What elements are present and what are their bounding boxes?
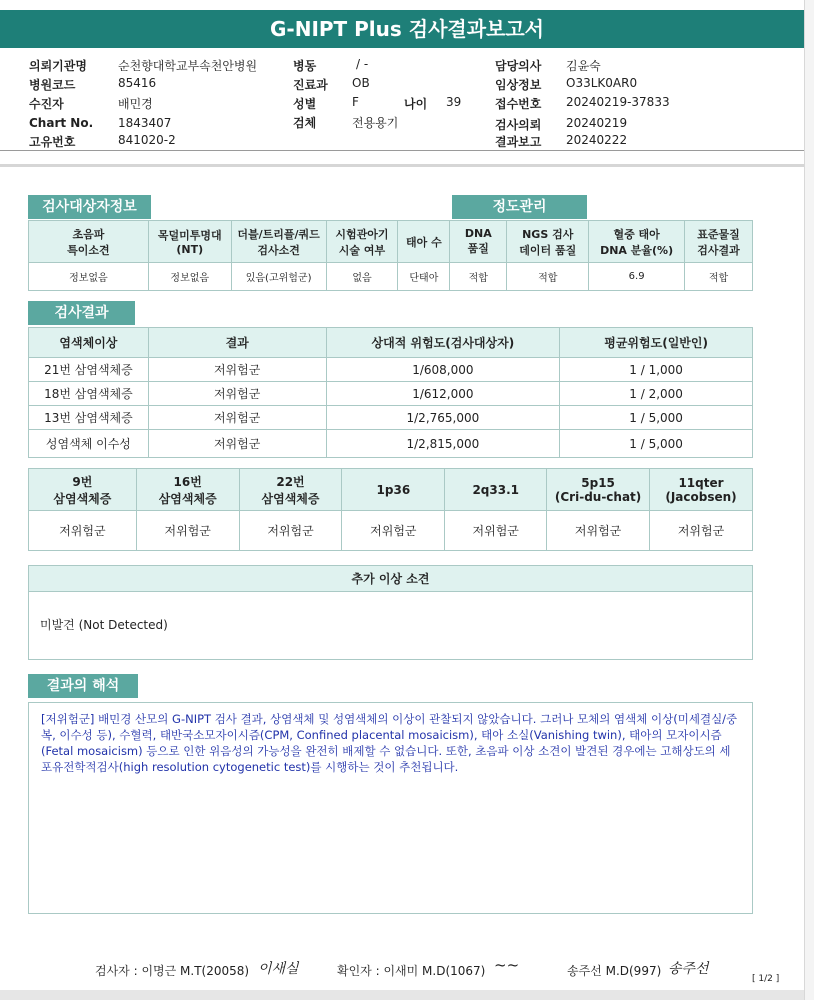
chart-no-label: Chart No. (29, 116, 94, 130)
header-cell: 16번 삼염색체증 (136, 469, 239, 511)
subject-info-header-row (29, 221, 753, 263)
table-cell: 1/612,000 (326, 382, 560, 406)
extended-value-row (29, 511, 753, 551)
header-cell: 9번 삼염색체증 (29, 469, 137, 511)
institution-label: 의뢰기관명 (29, 59, 87, 73)
subject-info-value-row (29, 263, 753, 291)
results-header-row (29, 328, 753, 358)
header-cell: 1p36 (342, 469, 445, 511)
table-cell: 1 / 1,000 (560, 358, 753, 382)
header-cell: 목덜미투명대 (NT) (148, 221, 231, 263)
divider (0, 164, 814, 167)
results-tab: 검사결과 (28, 301, 135, 325)
header-cell: 상대적 위험도(검사대상자) (326, 328, 560, 358)
result-report-label: 결과보고 (495, 135, 542, 149)
table-cell: 없음 (326, 263, 398, 291)
hospital-code-value: 85416 (118, 76, 157, 90)
header-cell: 더블/트리플/쿼드 검사소견 (231, 221, 326, 263)
bottom-bar (0, 990, 814, 1000)
table-cell: 1 / 2,000 (560, 382, 753, 406)
subject-info-tab: 검사대상자정보 (28, 195, 151, 219)
clinical-info-value: O33LK0AR0 (566, 76, 638, 90)
header-cell: NGS 검사 데이터 품질 (507, 221, 589, 263)
specimen-label: 검체 (293, 116, 317, 130)
receipt-no-value: 20240219-37833 (566, 95, 670, 109)
scrollbar[interactable] (804, 0, 814, 1000)
header-cell: 표준물질 검사결과 (685, 221, 753, 263)
interpretation-tab: 결과의 해석 (28, 674, 138, 698)
interpretation-text: [저위험군] 배민경 산모의 G-NIPT 검사 결과, 상염색체 및 성염색체의 이상이 관찰되지 않았습니다. 그러나 모체의 염색체 이상(미세결실/중복, 이수성 등), 수혈력, 태반국소모자이시즘(CPM, Confined placental mosaicism), 태아 소실(Vanishing twin), 태아의 모자이시즘(Fetal mosaicism) 등으로 인한 위음성의 가능성을 완전히 배제할 수 없습니다. 또한, 초음파 이상 소견이 발견된 경우에는 고해상도의 세포유전학적검사(high resolution cytogenetic test)를 시행하는 것이 추천됩니다. (28, 702, 753, 914)
header-cell: 태아 수 (398, 221, 450, 263)
table-cell: 1/2,765,000 (326, 406, 560, 430)
table-row (29, 406, 753, 430)
table-row (29, 430, 753, 458)
confirmer-signature: ~~ (494, 956, 520, 974)
result-report-value: 20240222 (566, 133, 628, 147)
table-cell: 성염색체 이수성 (29, 430, 149, 458)
table-cell: 저위험군 (148, 406, 326, 430)
table-cell: 1 / 5,000 (560, 406, 753, 430)
extended-header-row (29, 469, 753, 511)
header-cell: 초음파 특이소견 (29, 221, 149, 263)
specimen-value: 전용용기 (352, 116, 399, 130)
tester-signature: 이새실 (258, 961, 299, 977)
table-cell: 저위험군 (136, 511, 239, 551)
tester: 검사자 : 이명근 M.T(20058) (95, 964, 250, 978)
table-cell: 저위험군 (547, 511, 650, 551)
quality-control-tab: 정도관리 (452, 195, 587, 219)
table-cell: 저위험군 (239, 511, 342, 551)
table-cell: 1/608,000 (326, 358, 560, 382)
receipt-no-label: 접수번호 (495, 97, 542, 111)
header-cell: 혈중 태아 DNA 분율(%) (589, 221, 685, 263)
table-cell: 저위험군 (148, 430, 326, 458)
examinee-label: 수진자 (29, 97, 64, 111)
sex-value: F (352, 95, 359, 109)
table-cell: 단태아 (398, 263, 450, 291)
department-label: 진료과 (293, 78, 328, 92)
table-cell: 저위험군 (445, 511, 547, 551)
header-cell: 평균위험도(일반인) (560, 328, 753, 358)
table-cell: 있음(고위험군) (231, 263, 326, 291)
report-title: G-NIPT Plus 검사결과보고서 (0, 10, 814, 48)
department-value: OB (352, 76, 370, 90)
clinical-info-label: 임상정보 (495, 78, 542, 92)
table-cell: 18번 삼염색체증 (29, 382, 149, 406)
confirmer: 확인자 : 이새미 M.D(1067) (337, 964, 486, 978)
doctor-signature: 송주선 (668, 961, 709, 977)
hospital-code-label: 병원코드 (29, 78, 76, 92)
additional-findings-value: 미발견 (Not Detected) (40, 618, 168, 632)
doctor-sign-name: 송주선 M.D(997) (567, 964, 662, 978)
table-cell: 정보없음 (29, 263, 149, 291)
ward-value: / - (356, 57, 369, 71)
table-cell: 적합 (450, 263, 507, 291)
institution-value: 순천향대학교부속천안병원 (118, 59, 258, 73)
table-cell: 1/2,815,000 (326, 430, 560, 458)
page-number: [ 1/2 ] (752, 974, 780, 984)
ward-label: 병동 (293, 59, 317, 73)
table-cell: 1 / 5,000 (560, 430, 753, 458)
unique-no-value: 841020-2 (118, 133, 176, 147)
extended-results-table (28, 468, 753, 551)
table-cell: 정보없음 (148, 263, 231, 291)
sex-label: 성별 (293, 97, 317, 111)
results-table (28, 327, 753, 458)
header-cell: 시험관아기 시술 여부 (326, 221, 398, 263)
header-cell: 11qter (Jacobsen) (650, 469, 753, 511)
header-cell: 결과 (148, 328, 326, 358)
header-cell: 22번 삼염색체증 (239, 469, 342, 511)
age-label: 나이 (404, 97, 428, 111)
table-cell: 저위험군 (29, 511, 137, 551)
table-row (29, 382, 753, 406)
table-cell: 저위험군 (148, 382, 326, 406)
table-cell: 저위험군 (650, 511, 753, 551)
table-cell: 6.9 (589, 263, 685, 291)
table-cell: 21번 삼염색체증 (29, 358, 149, 382)
examinee-value: 배민경 (118, 97, 153, 111)
table-cell: 저위험군 (148, 358, 326, 382)
age-value: 39 (446, 95, 462, 109)
doctor-value: 김윤숙 (566, 59, 601, 73)
chart-no-value: 1843407 (118, 116, 172, 130)
subject-info-table (28, 220, 753, 291)
table-row (29, 358, 753, 382)
header-cell: 염색체이상 (29, 328, 149, 358)
table-cell: 적합 (507, 263, 589, 291)
table-cell: 적합 (685, 263, 753, 291)
doctor-label: 담당의사 (495, 59, 542, 73)
header-cell: 2q33.1 (445, 469, 547, 511)
table-cell: 저위험군 (342, 511, 445, 551)
test-request-value: 20240219 (566, 116, 628, 130)
header-cell: 5p15 (Cri-du-chat) (547, 469, 650, 511)
additional-findings-box (28, 565, 753, 660)
table-cell: 13번 삼염색체증 (29, 406, 149, 430)
divider (0, 150, 814, 151)
additional-findings-title: 추가 이상 소견 (29, 566, 752, 592)
test-request-label: 검사의뢰 (495, 118, 542, 132)
header-cell: DNA 품질 (450, 221, 507, 263)
unique-no-label: 고유번호 (29, 135, 76, 149)
